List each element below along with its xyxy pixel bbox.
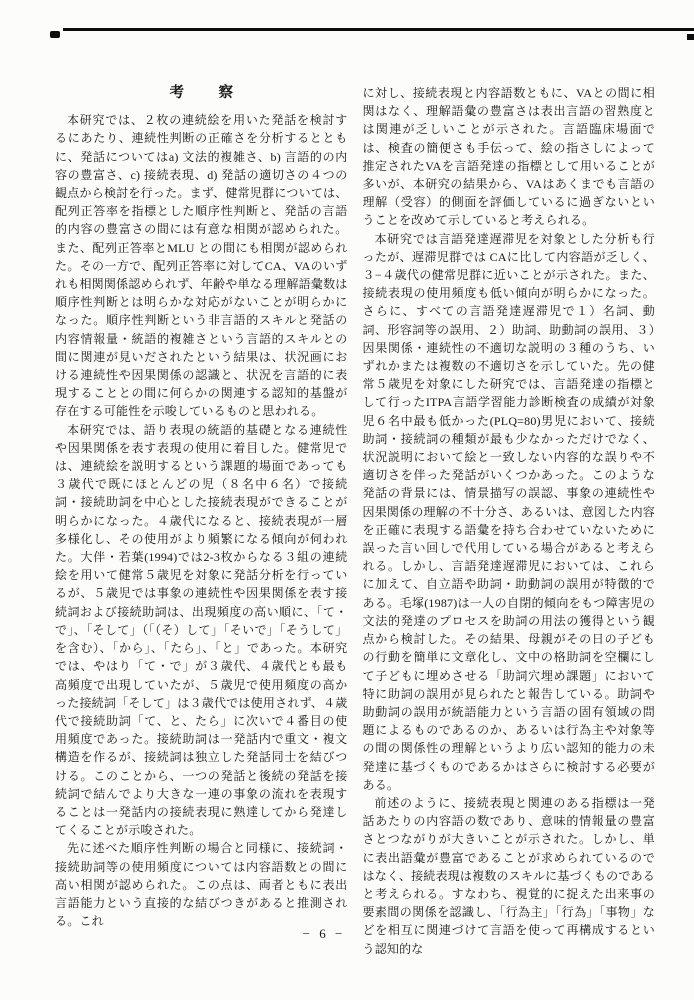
paragraph-study-overview: 本研究では、２枚の連続絵を用いた発話を検討するにあたり、連続性判断の正確さを分析するとともに、発話についてはa) 文法的複雑さ、b) 言語的の内容の豊富さ、c) 接続表現、d) 発話の適切さの４つの観点から検討を行った。まず、健常児群については、配列正答率を指標とした順序性判断と、発話の言語的内容の豊富さの間には有意な相関が認められた。また、配列正答率とMLU との間にも相関が認められた。その一方で、配列正答率に対してCA、VAのいずれも相関関係認められず、年齢や単なる理解語彙数は順序性判断とは明らかな対応がないことが明らかになった。順序性判断という非言語的スキルと発話の内容情報量・統語的複雑さという言語的スキルとの間に関連が見いだされたという結果は、状況画における連続性や因果関係の認識と、状況を言語的に表現することとの間に何らかの関連する認知的基盤が存在する可能性を示唆しているものと思われる。 bbox=[55, 113, 348, 419]
paragraph-connective-expressions: 本研究では、語り表現の統語的基礎となる連続性や因果関係を表す表現の使用に着目した。健常児では、連続絵を説明するという課題的場面であっても３歳代で既にほとんどの児（８名中６名）で接続詞・接続助詞を中心とした接続表現ができることが明らかになった。４歳代になると、接続表現が一層多様化し、その使用がより頻繁になる傾向が伺われた。大伴・若葉(1994)では2-3枚からなる３組の連続絵を用いて健常５歳児を対象に発話分析を行っているが、５歳児では事象の連続性や因果関係を表す接続詞および接続助詞は、出現頻度の高い順に、「て・で」、「そして」（「（そ）して」「そいで」「そうして」を含む）、「から」、「たら」、「と」であった。本研究では、やはり「て・で」が３歳代、４歳代とも最も高頻度で出現していたが、５歳児で使用頻度の高かった接続詞「そして」は３歳代では使用されず、４歳代で接続助詞「て、と、たら」に次いで４番目の使用頻度であった。接続助詞は一発話内で重文・複文構造を作るが、接続詞は独立した発話同士を結びつける。このことから、一つの発話と後続の発話を接続詞で結んでより大きな一連の事象の流れを表現することは一発話内の接続表現に熟達してから発達してくることが示唆された。 bbox=[55, 422, 348, 838]
scan-artifact-blob-right bbox=[687, 34, 694, 40]
paragraph-frequency-correlation: 先に述べた順序性判断の場合と同様に、接続詞・接続助詞等の使用頻度については内容語数との間に高い相関が認められた。この点は、両者ともに表出言語能力という直接的な結びつきがあると推測される。これ bbox=[55, 841, 348, 929]
paragraph-va-correlation-continuation: に対し、接続表現と内容語数ともに、VAとの間に相関はなく、理解語彙の豊富さは表出言語の習熟度とは関連が乏しいことが示された。言語臨床場面では、検査の簡便さも手伝って、絵の指さしによって推定されたVAを言語発達の指標として用いることが多いが、本研究の結果から、VAはあくまでも言語の理解（受容）的側面を評価しているに過ぎないということを改めて示していると考えられる。 bbox=[362, 86, 655, 228]
paragraph-delayed-children-analysis: 本研究では言語発達遅滞児を対象とした分析も行ったが、遅滞児群では CAに比して内容語が乏しく、３−４歳代の健常児群に近いことが示された。また、接続表現の使用頻度も低い傾向が明らかになった。さらに、すべての言語発達遅滞児で１）名詞、動詞、形容詞等の誤用、２）助詞、助動詞の誤用、３）因果関係・連続性の不適切な説明の３種のうち、いずれかまたは複数の不適切さを示していた。先の健常５歳児を対象にした研究では、言語発達の指標として行ったITPA言語学習能力診断検査の成績が対象児６名中最も低かった(PLQ=80)男児において、接続助詞・接続詞の種類が最も少なかっただけでなく、状況説明において絵と一致しない内容的な誤りや不適切さを伴った発話がいくつかあった。このような発話の背景には、情景描写の誤認、事象の連続性や因果関係の理解の不十分さ、あるいは、意図した内容を正確に表現する語彙を持ち合わせていないために誤った言い回しで代用している場合があると考えられる。しかし、言語発達遅滞児においては、これらに加えて、自立語や助詞・助動詞の誤用が特徴的である。毛塚(1987)は一人の自閉的傾向をもつ障害児の文法的発達のプロセスを助詞の用法の獲得という観点から検討した。その結果、母親がその日の子どもの行動を簡単に文章化し、文中の格助詞を空欄にして子どもに埋めさせる「助詞穴埋め課題」において特に助詞の誤用が見られたと報告している。助詞や助動詞の誤用が統語能力という言語の固有領域の問題によるものであるのか、あるいは行為主や対象等の間の関係性の理解というより広い認知的能力の未発達に基づくものであるかはさらに検討する必要がある。 bbox=[362, 231, 655, 792]
paragraph-cognitive-skills: 前述のように、接続表現と関連のある指標は一発話あたりの内容語の数であり、意味的情報量の豊富さとつながりが大きいことが示された。しかし、単に表出語彙が豊富であることが求められているのではなく、接続表現は複数のスキルに基づくものであると考えられる。すなわち、視覚的に捉えた出来事の要素間の関係を認識し、「行為主」「行為」「事物」などを相互に関連づけて言語を使って再構成するという認知的な bbox=[362, 795, 655, 956]
two-column-text-body bbox=[55, 84, 655, 958]
scan-artifact-top-line bbox=[63, 28, 694, 31]
section-heading-kousatsu: 考 察 bbox=[169, 85, 243, 101]
left-column bbox=[55, 84, 348, 958]
scan-artifact-blob-left bbox=[50, 31, 60, 38]
page-number: − 6 − bbox=[302, 926, 346, 941]
right-column bbox=[363, 84, 656, 958]
